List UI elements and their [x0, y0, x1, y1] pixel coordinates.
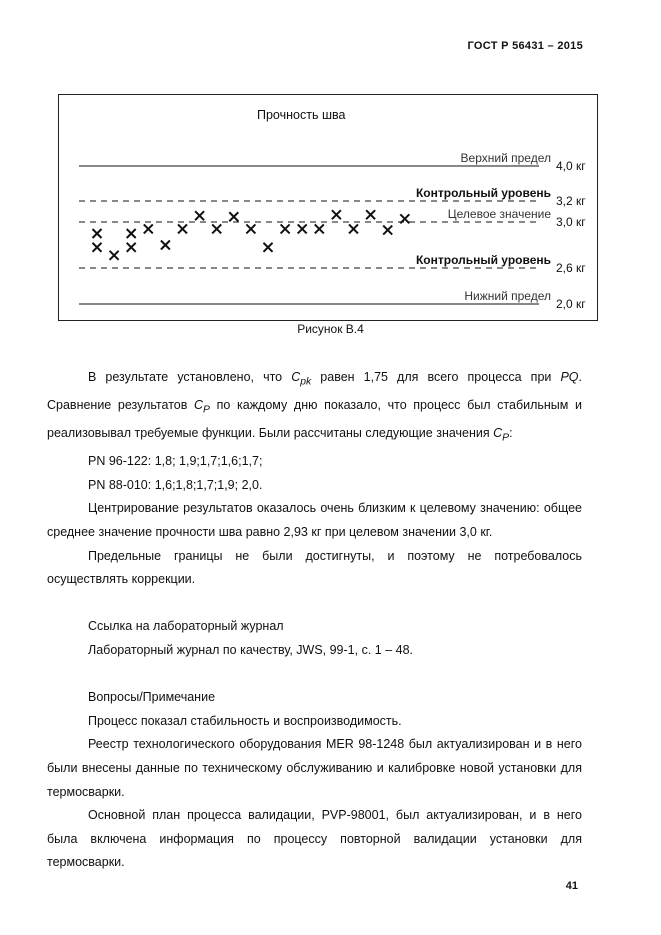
level-value-target: 3,0 кг	[556, 215, 586, 229]
level-value-lower: 2,0 кг	[556, 297, 586, 311]
data-point-marker	[93, 229, 102, 238]
level-label-upper: Верхний предел	[460, 151, 551, 165]
pn-values-line-1: PN 96-122: 1,8; 1,9;1,7;1,6;1,7;	[88, 454, 263, 469]
data-point-marker	[349, 224, 358, 233]
data-point-marker	[110, 251, 119, 260]
data-point-marker	[383, 226, 392, 235]
seam-strength-figure	[58, 94, 598, 321]
document-header: ГОСТ Р 56431 – 2015	[467, 40, 583, 52]
data-point-marker	[229, 212, 238, 221]
data-point-marker	[195, 211, 204, 220]
data-point-marker	[127, 229, 136, 238]
level-label-ctrl_upper: Контрольный уровень	[415, 186, 551, 200]
level-value-ctrl_lower: 2,6 кг	[556, 261, 586, 275]
reference-heading: Ссылка на лабораторный журнал	[88, 619, 284, 634]
data-point-marker	[298, 224, 307, 233]
data-point-marker	[212, 224, 221, 233]
questions-note-3: Основной план процесса валидации, PVP-98001, был актуализирован, и в него была включена информация по процессу повторной валидации установки для термосварки.	[47, 808, 582, 870]
questions-heading: Вопросы/Примечание	[88, 690, 216, 705]
control-levels	[79, 151, 586, 311]
pn-values-line-2: PN 88-010: 1,6;1,8;1,7;1,9; 2,0.	[88, 477, 263, 492]
data-point-marker	[264, 243, 273, 252]
data-point-marker	[332, 210, 341, 219]
chart-title: Прочность шва	[257, 108, 346, 122]
level-value-upper: 4,0 кг	[556, 159, 586, 173]
figure-caption: Рисунок В.4	[297, 322, 364, 336]
questions-note-1: Процесс показал стабильность и воспроизводимость.	[88, 713, 402, 728]
level-label-ctrl_lower: Контрольный уровень	[415, 253, 551, 267]
level-label-lower: Нижний предел	[464, 289, 551, 303]
centering-paragraph: Центрирование результатов оказалось очень близким к целевому значению: общее среднее значение прочности шва равно 2,93 кг при целевом значении 3,0 кг.	[47, 501, 582, 540]
data-point-marker	[366, 210, 375, 219]
questions-note-2: Реестр технологического оборудования MER 98-1248 был актуализирован и в него были внесены данные по техническому обслуживанию и калибровке новой установки для термосварки.	[47, 737, 582, 799]
data-point-marker	[144, 224, 153, 233]
data-point-marker	[93, 243, 102, 252]
limits-paragraph: Предельные границы не были достигнуты, и поэтому не потребовалось осуществлять коррекции.	[47, 548, 582, 587]
data-point-marker	[400, 214, 409, 223]
body-text	[47, 366, 582, 875]
reference-text: Лабораторный журнал по качеству, JWS, 99-1, с. 1 – 48.	[88, 643, 413, 658]
level-label-target: Целевое значение	[447, 207, 551, 221]
seam-strength-chart	[59, 95, 599, 322]
page-number: 41	[565, 880, 578, 892]
data-point-marker	[127, 243, 136, 252]
level-value-ctrl_upper: 3,2 кг	[556, 194, 586, 208]
data-point-marker	[178, 224, 187, 233]
data-point-marker	[161, 241, 170, 250]
data-points	[93, 210, 410, 260]
data-point-marker	[315, 224, 324, 233]
results-paragraph: В результате установлено, что $C_{pk}$ равен 1,75 для всего процесса при PQ. Сравнение результатов $C_P$ по каждому дню показало, что процесс был стабильным и реализовывал требуемые функции. Были рассчитаны следующие значения $C_P$:	[47, 370, 582, 444]
data-point-marker	[246, 224, 255, 233]
data-point-marker	[281, 224, 290, 233]
